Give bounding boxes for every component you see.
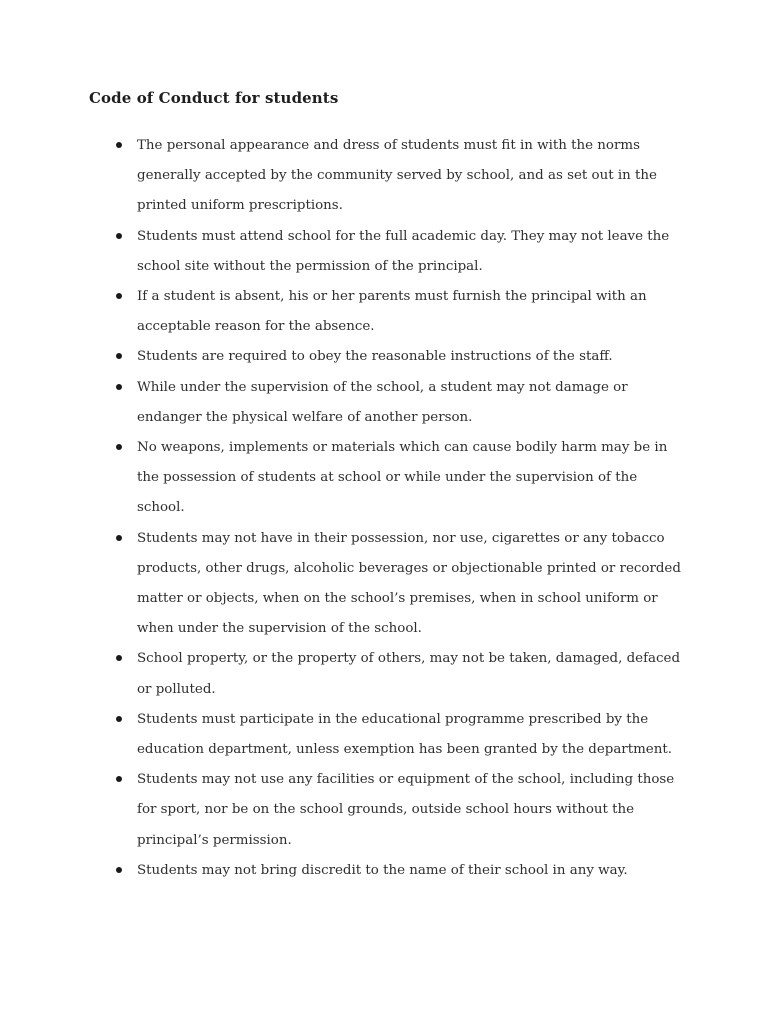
rule-item-5: While under the supervision of the school, a student may not damage or endanger the physical welfare of another person. [116, 373, 686, 433]
rule-item-7: Students may not have in their possession, nor use, cigarettes or any tobacco products, other drugs, alcoholic beverages or objectionable printed or recorded matter or objects, when on the school’s premises, when in school uniform or when under the supervision of the school. [116, 524, 686, 645]
conduct-rules-list [116, 131, 686, 886]
rule-item-4: Students are required to obey the reasonable instructions of the staff. [116, 342, 686, 372]
rule-item-6: No weapons, implements or materials which can cause bodily harm may be in the possession of students at school or while under the supervision of the school. [116, 433, 686, 524]
rule-item-3: If a student is absent, his or her parents must furnish the principal with an acceptable reason for the absence. [116, 282, 686, 342]
document-title: Code of Conduct for students [89, 89, 339, 107]
rule-item-1: The personal appearance and dress of students must fit in with the norms generally accepted by the community served by school, and as set out in the printed uniform prescriptions. [116, 131, 686, 222]
rule-item-10: Students may not use any facilities or equipment of the school, including those for sport, nor be on the school grounds, outside school hours without the principal’s permission. [116, 765, 686, 856]
rule-item-11: Students may not bring discredit to the name of their school in any way. [116, 856, 686, 886]
rule-item-8: School property, or the property of others, may not be taken, damaged, defaced or polluted. [116, 644, 686, 704]
rule-item-9: Students must participate in the educational programme prescribed by the education department, unless exemption has been granted by the department. [116, 705, 686, 765]
rule-item-2: Students must attend school for the full academic day. They may not leave the school site without the permission of the principal. [116, 222, 686, 282]
